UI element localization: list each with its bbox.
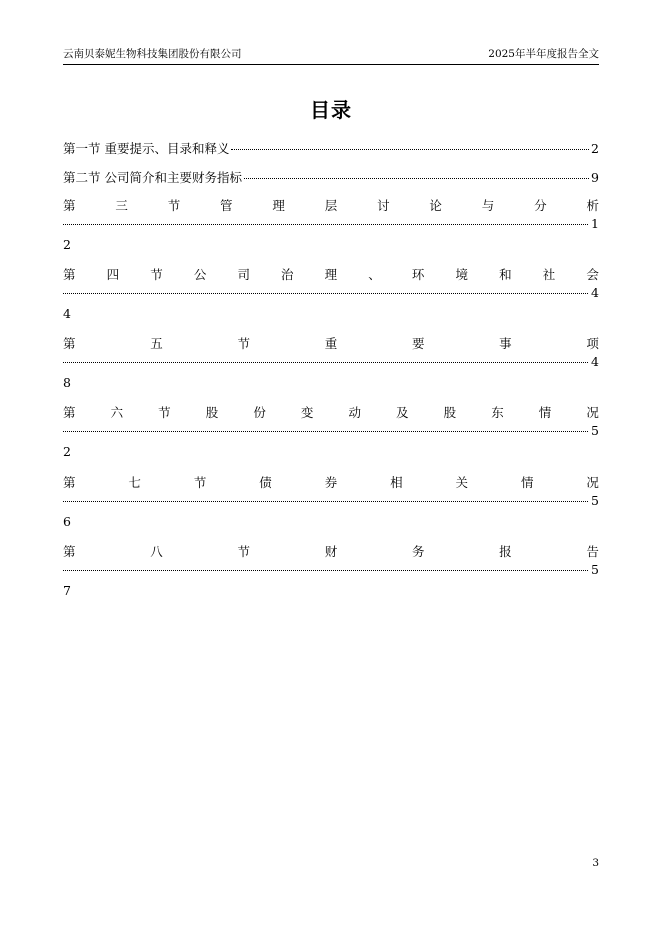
label-char: 重 xyxy=(324,336,338,351)
toc-entry-page-part: 5 xyxy=(591,493,599,508)
label-char: 司 xyxy=(237,267,250,282)
dot-leader xyxy=(63,501,588,502)
dot-leader xyxy=(63,362,588,363)
label-char: 情 xyxy=(538,405,552,420)
toc-entry-label-spread xyxy=(63,334,599,352)
dot-leader xyxy=(63,224,588,225)
toc-entry-page-wrap: 2 xyxy=(63,444,71,459)
label-char: 社 xyxy=(542,267,556,282)
toc-entry-label-spread xyxy=(63,196,599,214)
label-char: 析 xyxy=(586,198,599,213)
label-char: 分 xyxy=(534,198,547,213)
label-char: 第 xyxy=(63,198,76,213)
header-company-name: 云南贝泰妮生物科技集团股份有限公司 xyxy=(63,48,242,60)
toc-entry-page-part: 4 xyxy=(591,354,599,369)
toc-entry-page-part: 5 xyxy=(591,423,599,438)
dot-leader xyxy=(244,178,589,179)
label-char: 第 xyxy=(63,405,76,420)
toc-entry-page-part: 1 xyxy=(591,216,599,231)
toc-entry-page-wrap: 7 xyxy=(63,583,71,598)
label-char: 相 xyxy=(390,475,403,490)
label-char: 股 xyxy=(205,405,219,420)
label-char: 五 xyxy=(150,336,163,351)
label-char: 公 xyxy=(193,267,207,282)
label-char: 管 xyxy=(220,198,233,213)
toc-entry-section-4[interactable] xyxy=(63,265,599,324)
label-char: 第 xyxy=(63,336,76,351)
label-char: 论 xyxy=(429,198,442,213)
label-char: 八 xyxy=(150,544,163,559)
label-char: 财 xyxy=(324,544,338,559)
toc-entry-label-spread xyxy=(63,265,599,283)
page-header xyxy=(63,45,599,65)
label-char: 理 xyxy=(324,267,338,282)
label-char: 七 xyxy=(128,475,141,490)
label-char: 节 xyxy=(237,544,250,559)
toc-entry-section-8[interactable] xyxy=(63,542,599,601)
toc-entry-page-wrap: 2 xyxy=(63,237,71,252)
label-char: 告 xyxy=(586,544,599,559)
label-char: 事 xyxy=(499,336,512,351)
toc-entry-page: 2 xyxy=(591,141,599,156)
toc-title: 目录 xyxy=(310,98,352,122)
label-char: 第 xyxy=(63,267,76,282)
dot-leader xyxy=(63,431,588,432)
label-char: 报 xyxy=(499,544,512,559)
label-char: 境 xyxy=(455,267,468,282)
toc-entry-label: 第二节 公司简介和主要财务指标 xyxy=(63,170,242,185)
toc-entry-page-wrap: 6 xyxy=(63,514,71,529)
label-char: 、 xyxy=(368,267,381,282)
toc-entry-label: 第一节 重要提示、目录和释义 xyxy=(63,141,230,156)
label-char: 理 xyxy=(272,198,285,213)
label-char: 讨 xyxy=(377,198,390,213)
toc-entry-section-7[interactable] xyxy=(63,473,599,532)
label-char: 会 xyxy=(586,267,599,282)
label-char: 层 xyxy=(324,198,338,213)
label-char: 环 xyxy=(411,267,425,282)
toc-entry-section-6[interactable] xyxy=(63,403,599,462)
header-report-name: 2025年半年度报告全文 xyxy=(488,48,599,60)
label-char: 动 xyxy=(348,405,361,420)
label-char: 与 xyxy=(481,198,495,213)
page-number: 3 xyxy=(592,857,599,869)
label-char: 况 xyxy=(586,475,599,490)
label-char: 和 xyxy=(499,267,512,282)
label-char: 六 xyxy=(110,405,124,420)
toc-entry-page: 9 xyxy=(591,170,599,185)
label-char: 况 xyxy=(586,405,599,420)
label-char: 三 xyxy=(115,198,128,213)
toc-entry-section-3[interactable] xyxy=(63,196,599,255)
label-char: 券 xyxy=(324,475,338,490)
label-char: 四 xyxy=(106,267,120,282)
label-char: 东 xyxy=(491,405,504,420)
toc-entry-label-spread xyxy=(63,542,599,560)
label-char: 股 xyxy=(443,405,457,420)
label-char: 及 xyxy=(396,405,409,420)
label-char: 节 xyxy=(158,405,171,420)
dot-leader xyxy=(231,149,589,150)
label-char: 情 xyxy=(520,475,534,490)
dot-leader xyxy=(63,293,588,294)
label-char: 治 xyxy=(281,267,294,282)
label-char: 变 xyxy=(300,405,314,420)
label-char: 第 xyxy=(63,544,76,559)
label-char: 份 xyxy=(253,405,266,420)
label-char: 要 xyxy=(411,336,425,351)
toc-entry-label-spread xyxy=(63,473,599,491)
toc-entry-section-2[interactable] xyxy=(63,168,599,186)
label-char: 第 xyxy=(63,475,76,490)
toc-entry-section-1[interactable] xyxy=(63,139,599,157)
dot-leader xyxy=(63,570,588,571)
label-char: 关 xyxy=(455,475,469,490)
label-char: 项 xyxy=(586,336,599,351)
label-char: 节 xyxy=(150,267,163,282)
label-char: 节 xyxy=(237,336,250,351)
toc-entry-label-spread xyxy=(63,403,599,421)
label-char: 节 xyxy=(193,475,207,490)
toc-entry-page-wrap: 8 xyxy=(63,375,71,390)
label-char: 债 xyxy=(259,475,272,490)
toc-entry-section-5[interactable] xyxy=(63,334,599,393)
toc-entry-page-part: 4 xyxy=(591,285,599,300)
label-char: 节 xyxy=(167,198,181,213)
label-char: 务 xyxy=(411,544,425,559)
toc-entry-page-part: 5 xyxy=(591,562,599,577)
toc-entry-page-wrap: 4 xyxy=(63,306,71,321)
